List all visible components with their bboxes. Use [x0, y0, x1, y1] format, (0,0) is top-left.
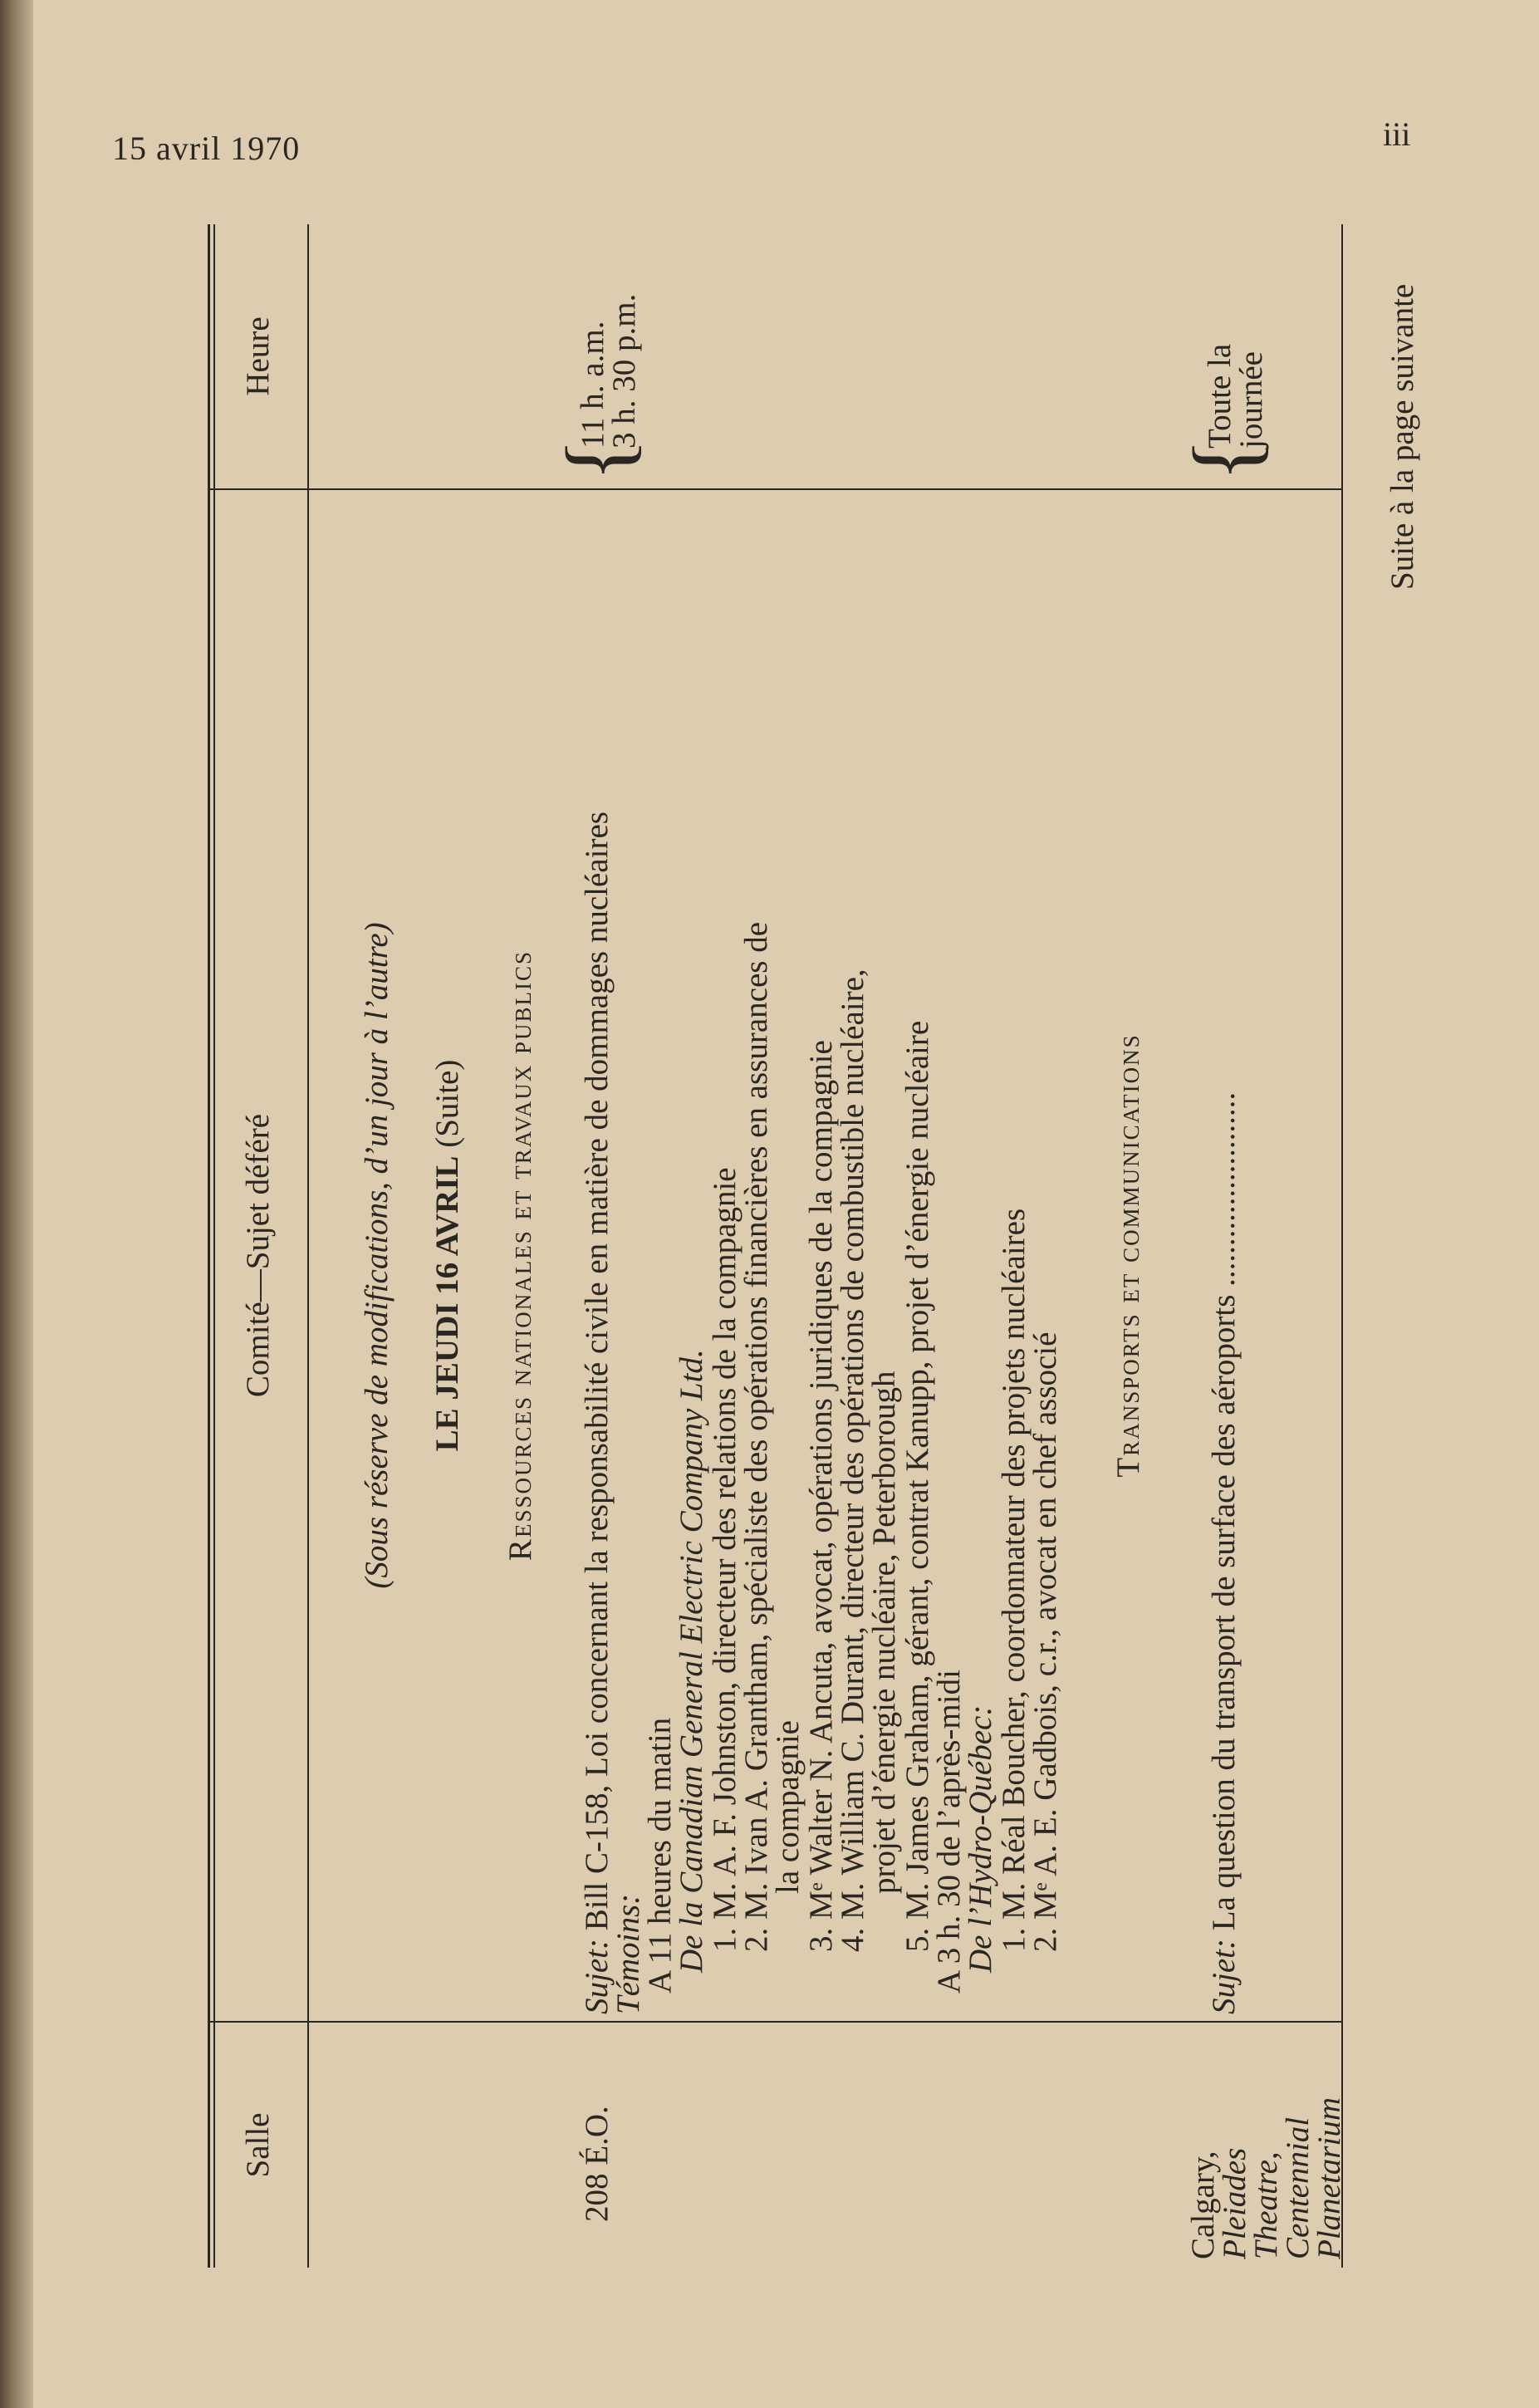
time-brace-2: {	[1174, 438, 1276, 482]
room-2-line4: Centennial	[1280, 2116, 1316, 2259]
page-number: iii	[1383, 115, 1411, 153]
witness-6: 1. M. Réal Boucher, coordonnateur des projets nucléaires	[996, 1208, 1032, 1952]
dot-leader: ........................	[1206, 1091, 1242, 1287]
sujet-label-2: Sujet:	[1206, 1939, 1242, 2014]
room-1: 208 É.O.	[579, 2106, 615, 2222]
header-salle: Salle	[240, 2112, 276, 2178]
time-1a: 11 h. a.m.	[575, 321, 610, 449]
time-brace-1: {	[547, 438, 649, 482]
sujet-text-2: La question du transport de surface des aéroports	[1206, 1294, 1242, 1931]
book-spine-shadow	[0, 0, 33, 2408]
sujet-line-2	[1208, 1092, 1240, 2014]
witness-7: 2. Mᵉ A. E. Gadbois, c.r., avocat en chef associé	[1027, 1332, 1063, 1952]
time-2b: journée	[1233, 351, 1269, 449]
committee-title-2: Transports et communications	[1110, 1033, 1146, 1478]
day-suffix: (Suite)	[429, 1059, 465, 1148]
organization-1: De la Canadian General Electric Company Ltd.	[674, 1349, 709, 1973]
room-2-line2: Pleiades	[1217, 2147, 1252, 2259]
rotated-schedule-table	[191, 224, 1420, 2268]
room-2-line5: Planetarium	[1311, 2097, 1347, 2259]
sujet-line-1	[581, 812, 613, 2014]
header-heure: Heure	[240, 316, 276, 396]
continued-note: Suite à la page suivante	[1385, 283, 1420, 590]
page-date: 15 avril 1970	[112, 130, 301, 167]
room-2-line3: Theatre,	[1248, 2151, 1284, 2259]
morning-session: A 11 heures du matin	[642, 1717, 678, 1994]
witness-4a: 4. M. William C. Durant, directeur des opérations de combustible nucléaire,	[835, 969, 870, 1952]
afternoon-session: A 3 h. 30 de l’après-midi	[931, 1670, 967, 1994]
sujet-text-1: Bill C-158, Loi concernant la responsabilité civile en matière de dommages nucléaires	[579, 812, 615, 1931]
top-double-rule	[208, 224, 210, 2268]
witness-2a: 2. M. Ivan A. Grantham, spécialiste des opérations financières en assurances de	[738, 921, 774, 1952]
column-divider-1	[208, 2021, 1341, 2023]
temoins-label: Témoins:	[610, 1893, 646, 2014]
time-1b: 3 h. 30 p.m.	[606, 293, 642, 449]
witness-4b: projet d’énergie nucléaire, Peterborough	[866, 1371, 902, 1894]
top-double-rule-2	[213, 224, 215, 2268]
sujet-label-1: Sujet:	[579, 1939, 615, 2014]
witness-3: 3. Mᵉ Walter N. Ancuta, avocat, opérations juridiques de la compagnie	[803, 1040, 839, 1952]
witness-5: 5. M. James Graham, gérant, contrat Kanupp, projet d’énergie nucléaire	[899, 1020, 935, 1952]
day-heading	[429, 490, 465, 2021]
room-2-line1: Calgary,	[1185, 2151, 1221, 2259]
header-comite: Comité—Sujet déféré	[240, 1113, 276, 1398]
witness-2b: la compagnie	[770, 1720, 806, 1894]
witness-1: 1. M. A. F. Johnston, directeur des relations de la compagnie	[707, 1167, 743, 1952]
bottom-rule	[1341, 224, 1343, 2268]
day-title: LE JEUDI 16 AVRIL	[429, 1155, 465, 1452]
committee-title-1: Ressources nationales et travaux publics	[502, 949, 538, 1562]
organization-2: De l’Hydro-Québec:	[963, 1704, 998, 1973]
time-2a: Toute la	[1202, 343, 1238, 449]
notice-text: (Sous réserve de modifications, d’un jour à l’autre)	[359, 922, 395, 1589]
header-rule	[307, 224, 309, 2268]
